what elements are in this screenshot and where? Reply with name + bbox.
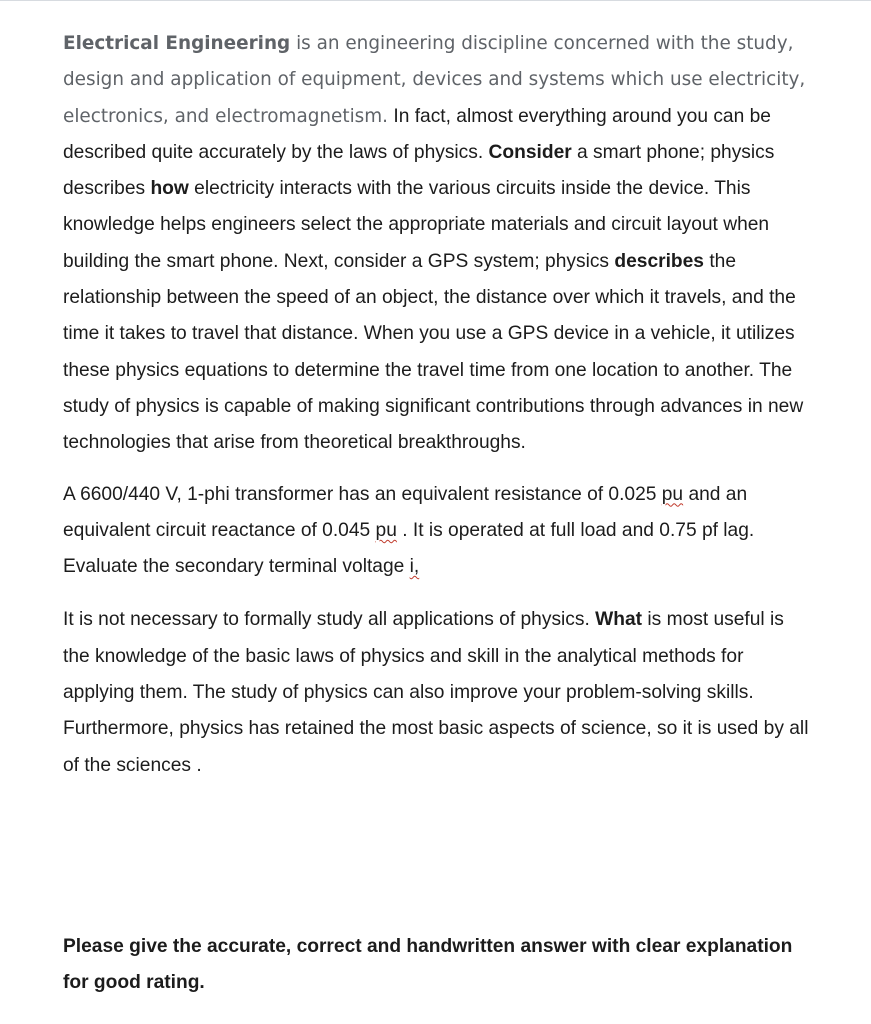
bold-consider: Consider (488, 141, 572, 163)
intro-text: a smart phone; physics describes (63, 141, 775, 200)
definition-text: is an engineering discipline concerned with the study, design and application of equipment, devices and systems which use electricity, electronics, and electromagnetism. (63, 33, 806, 127)
spellcheck-pu: pu (661, 483, 684, 505)
bold-how: how (150, 178, 189, 200)
question-text: . It is operated at full load and 0.75 pf lag. Evaluate the secondary terminal voltage (63, 519, 755, 578)
intro-paragraph (63, 26, 813, 462)
intro-text: In fact, almost everything around you can be described quite accurately by the laws of physics. (63, 105, 771, 163)
answer-request: Please give the accurate, correct and handwritten answer with clear explanation for good rating. (63, 936, 793, 994)
question-text: and an equivalent circuit reactance of 0.045 (63, 483, 748, 541)
spellcheck-pu: pu (375, 519, 397, 541)
top-border (0, 0, 871, 1)
bold-describes: describes (614, 250, 704, 272)
question-text: A 6600/440 V, 1-phi transformer has an equivalent resistance of 0.025 (63, 483, 662, 505)
closing-text: It is not necessary to formally study all applications of physics. (63, 609, 596, 631)
intro-text: electricity interacts with the various circuits inside the device. This knowledge helps engineers select the appropriate materials and circuit layout when building the smart phone. Next, consider a GPS system; physics (63, 178, 770, 272)
term-electrical-engineering: Electrical Engineering (63, 33, 291, 54)
closing-text: is most useful is the knowledge of the basic laws of physics and skill in the analytical methods for applying them. The study of physics can also improve your problem-solving skills. Furthermore, physics has retained the most basic aspects of science, so it is used by all of the sciences . (63, 609, 809, 776)
question-paragraph (63, 477, 813, 586)
bold-what: What (595, 609, 643, 631)
closing-paragraph (63, 602, 813, 783)
spellcheck-variable: i, (409, 556, 420, 578)
document-body (63, 26, 813, 784)
intro-text: the relationship between the speed of an object, the distance over which it travels, and the time it takes to travel that distance. When you use a GPS device in a vehicle, it utilizes these physics equations to determine the travel time from one location to another. The study of physics is capable of making significant contributions through advances in new technologies that arise from theoretical breakthroughs. (63, 250, 804, 454)
